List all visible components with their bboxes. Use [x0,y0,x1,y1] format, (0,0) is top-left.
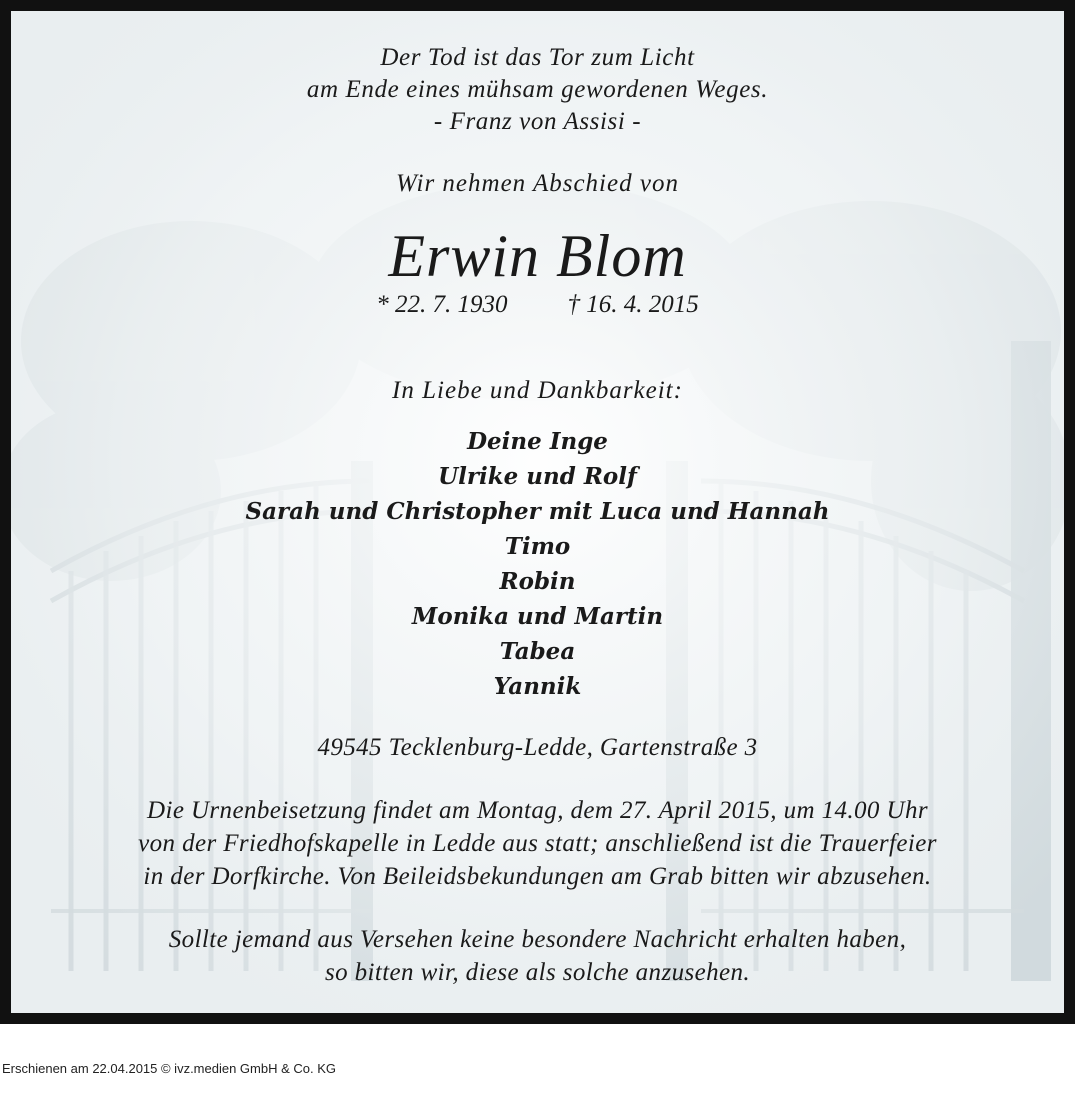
mourner-name: Sarah und Christopher mit Luca und Hannah [245,498,830,525]
death-date: † 16. 4. 2015 [567,291,699,318]
farewell-intro: Wir nehmen Abschied von [396,170,679,197]
mourner-name: Yannik [493,673,582,700]
mourner-name: Deine Inge [467,428,608,455]
notice-content [11,11,1064,1013]
mourner-name: Timo [504,533,571,560]
notice-line-1: Sollte jemand aus Versehen keine besondere Nachricht erhalten haben, [168,926,907,953]
notice-line-2: so bitten wir, diese als solche anzusehen. [324,959,751,986]
mourner-name: Monika und Martin [411,603,664,630]
quote-line-1: Der Tod ist das Tor zum Licht [380,44,695,71]
funeral-info-line-2: von der Friedhofskapelle in Ledde aus statt; anschließend ist die Trauerfeier [138,830,937,857]
mourner-name: Robin [499,568,576,595]
life-dates [11,291,1064,319]
deceased-name: Erwin Blom [388,223,687,289]
quote-line-2: am Ende eines mühsam gewordenen Weges. [306,76,769,103]
publication-footer: Erschienen am 22.04.2015 © ivz.medien GmbH & Co. KG [2,1061,337,1076]
funeral-info-line-3: in der Dorfkirche. Von Beileidsbekundungen am Grab bitten wir abzusehen. [143,863,932,890]
funeral-info-line-1: Die Urnenbeisetzung findet am Montag, dem 27. April 2015, um 14.00 Uhr [147,797,928,824]
dedication: In Liebe und Dankbarkeit: [392,377,683,404]
mourner-name: Tabea [499,638,576,665]
mourner-name: Ulrike und Rolf [438,463,637,490]
quote-author: - Franz von Assisi - [433,108,642,135]
birth-date: * 22. 7. 1930 [376,291,508,318]
family-address: 49545 Tecklenburg-Ledde, Gartenstraße 3 [317,734,758,761]
